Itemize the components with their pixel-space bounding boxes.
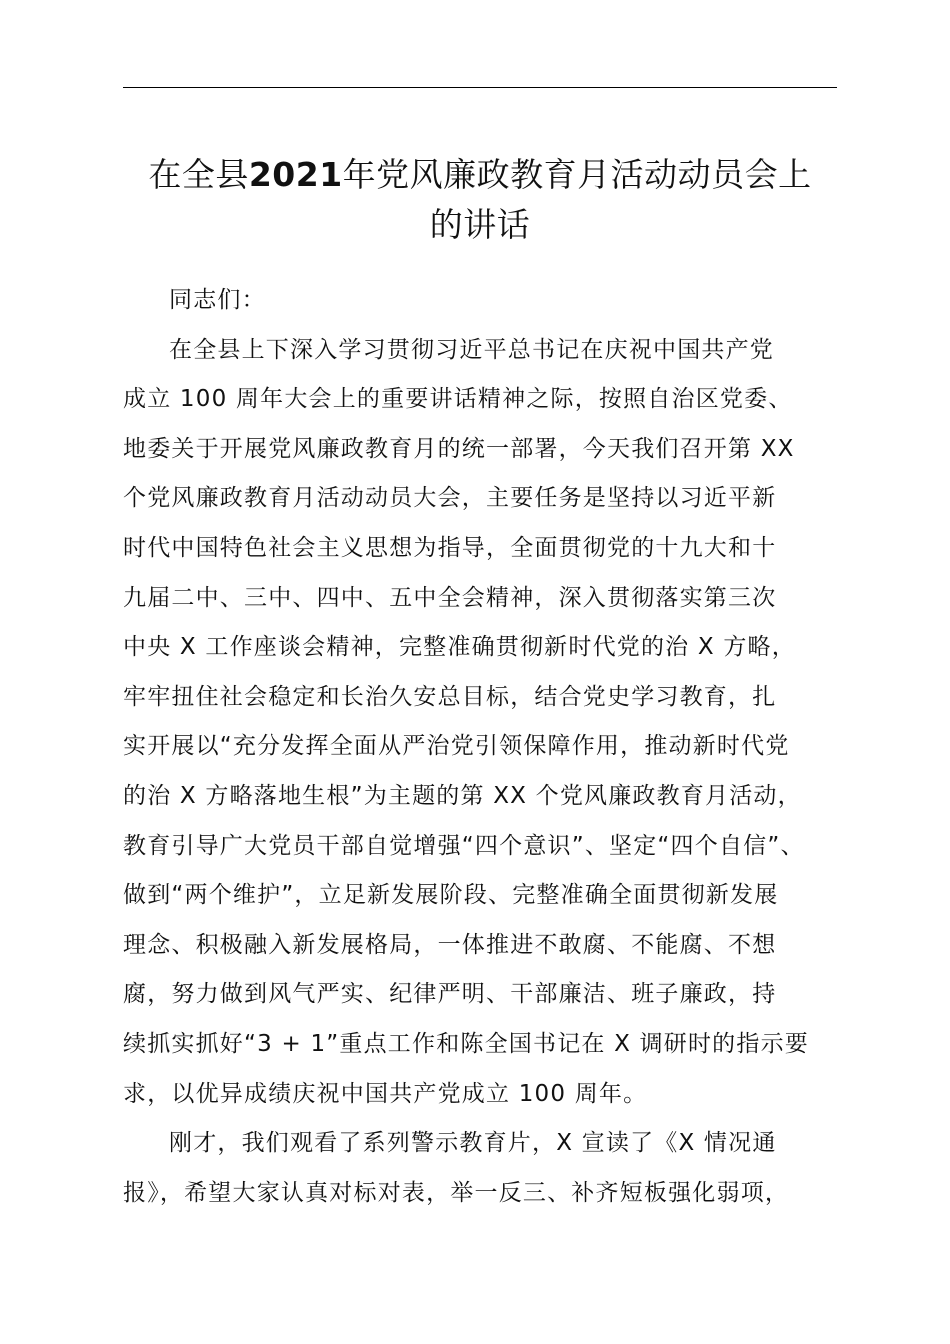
title-line-2: 的讲话 xyxy=(429,205,531,244)
document-title xyxy=(110,150,850,250)
paragraph-line: 求，以优异成绩庆祝中国共产党成立 100 周年。 xyxy=(123,1080,648,1107)
paragraph-line: 地委关于开展党风廉政教育月的统一部署，今天我们召开第 XX xyxy=(123,435,795,462)
title-prefix: 在全县 xyxy=(148,155,249,194)
paragraph-line: 时代中国特色社会主义思想为指导，全面贯彻党的十九大和十 xyxy=(123,534,777,561)
salutation: 同志们： xyxy=(169,287,266,313)
title-line-1 xyxy=(110,150,850,200)
paragraph-line: 中央 X 工作座谈会精神，完整准确贯彻新时代党的治 X 方略， xyxy=(123,634,796,661)
paragraph-line: 腐，努力做到风气严实、纪律严明、干部廉洁、班子廉政，持 xyxy=(123,981,777,1008)
document-body xyxy=(123,276,839,1218)
paragraph-line: 在全县上下深入学习贯彻习近平总书记在庆祝中国共产党 xyxy=(169,336,774,363)
paragraph-line: 教育引导广大党员干部自觉增强“四个意识”、坚定“四个自信”、 xyxy=(123,832,805,859)
paragraph-line: 个党风廉政教育月活动动员大会，主要任务是坚持以习近平新 xyxy=(123,485,777,512)
paragraph-2 xyxy=(123,1119,839,1218)
title-suffix: 年党风廉政教育月活动动员会上 xyxy=(342,155,812,194)
paragraph-line: 做到“两个维护”，立足新发展阶段、完整准确全面贯彻新发展 xyxy=(123,882,779,909)
paragraph-line: 续抓实抓好“3 + 1”重点工作和陈全国书记在 X 调研时的指示要 xyxy=(123,1030,809,1057)
paragraph-line: 实开展以“充分发挥全面从严治党引领保障作用，推动新时代党 xyxy=(123,733,790,760)
paragraph-line: 理念、积极融入新发展格局，一体推进不敢腐、不能腐、不想 xyxy=(123,931,777,958)
title-year: 2021 xyxy=(248,155,343,194)
paragraph-line: 九届二中、三中、四中、五中全会精神，深入贯彻落实第三次 xyxy=(123,584,777,611)
header-rule xyxy=(123,87,837,88)
paragraph-line: 的治 X 方略落地生根”为主题的第 XX 个党风廉政教育月活动， xyxy=(123,782,802,809)
paragraph-line: 成立 100 周年大会上的重要讲话精神之际，按照自治区党委、 xyxy=(123,386,793,413)
paragraph-line: 报》，希望大家认真对标对表，举一反三、补齐短板强化弱项， xyxy=(123,1179,790,1206)
paragraph-line: 刚才，我们观看了系列警示教育片，X 宣读了《X 情况通 xyxy=(169,1130,777,1157)
paragraph-line: 牢牢扭住社会稳定和长治久安总目标，结合党史学习教育，扎 xyxy=(123,683,777,710)
paragraph-1 xyxy=(123,326,839,1120)
